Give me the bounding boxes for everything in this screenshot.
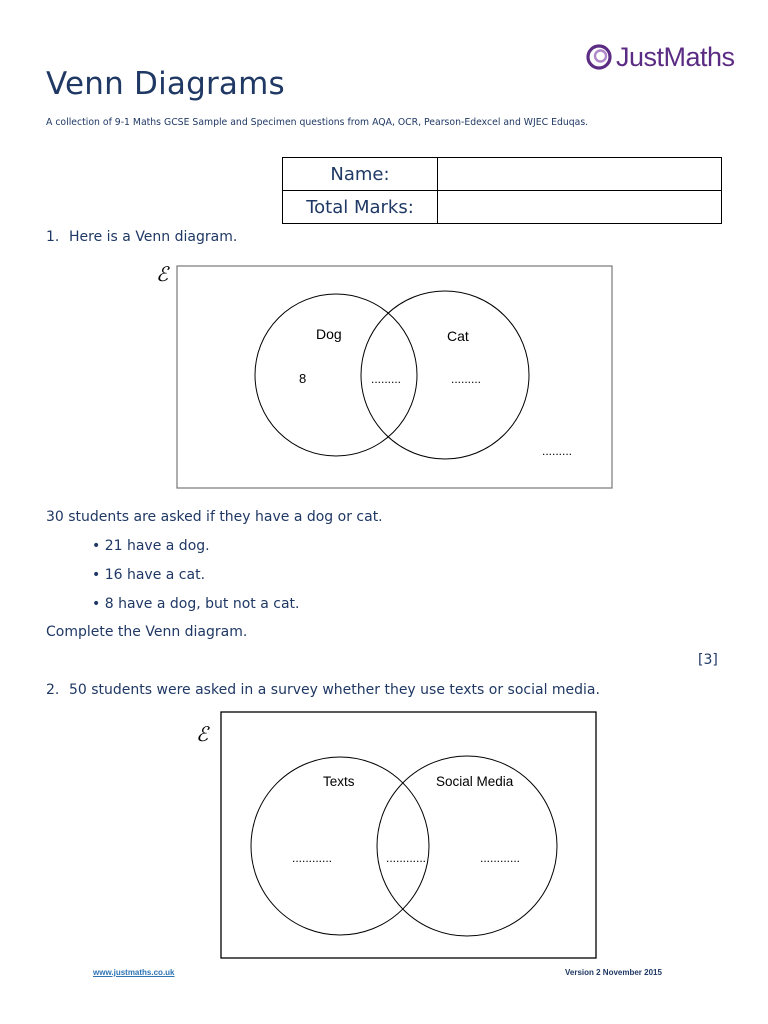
bullet-item: • 8 have a dog, but not a cat. — [92, 596, 300, 612]
question-2-number: 2. — [46, 682, 60, 698]
texts-label: Texts — [323, 774, 355, 789]
question-1-intro: Here is a Venn diagram. — [69, 229, 238, 245]
brand-name: JustMaths — [616, 41, 735, 72]
cat-only-blank: ......... — [451, 372, 482, 386]
social-media-label: Social Media — [436, 774, 514, 789]
question-1-marks: [3] — [698, 652, 718, 668]
name-label: Name: — [283, 158, 438, 191]
footer-website-link[interactable]: www.justmaths.co.uk — [93, 968, 175, 977]
name-field[interactable] — [438, 158, 722, 191]
question-2-intro: 50 students were asked in a survey whether they use texts or social media. — [69, 682, 600, 698]
bullet-item: • 16 have a cat. — [92, 567, 206, 583]
venn-diagram-2 — [194, 708, 604, 962]
footer-version: Version 2 November 2015 — [565, 968, 662, 977]
universal-set-box — [221, 712, 596, 958]
intersection-blank: ......... — [371, 372, 402, 386]
bullet-item: • 21 have a dog. — [92, 538, 210, 554]
intersection-blank: ............ — [386, 851, 427, 865]
question-1-instruction: Complete the Venn diagram. — [46, 624, 248, 640]
dog-label: Dog — [316, 326, 342, 342]
texts-only-blank: ............ — [292, 851, 333, 865]
social-media-only-blank: ............ — [480, 851, 521, 865]
total-marks-field[interactable] — [438, 191, 722, 224]
universal-set-symbol: ℰ — [196, 724, 209, 746]
page-title: Venn Diagrams — [46, 66, 285, 102]
dog-only-value: 8 — [299, 371, 307, 386]
venn-diagram-1 — [150, 262, 620, 494]
question-1-stem: 30 students are asked if they have a dog or cat. — [46, 509, 383, 525]
page-subtitle: A collection of 9-1 Maths GCSE Sample and Specimen questions from AQA, OCR, Pearson-Edexcel and WJEC Eduqas. — [46, 117, 589, 128]
total-marks-label: Total Marks: — [283, 191, 438, 224]
universal-set-symbol: ℰ — [156, 264, 169, 286]
name-marks-table — [282, 157, 722, 224]
cat-label: Cat — [447, 328, 469, 344]
swirl-logo-icon — [586, 44, 612, 70]
brand-logo — [586, 40, 735, 74]
question-1-number: 1. — [46, 229, 60, 245]
outside-blank: ......... — [542, 444, 573, 458]
